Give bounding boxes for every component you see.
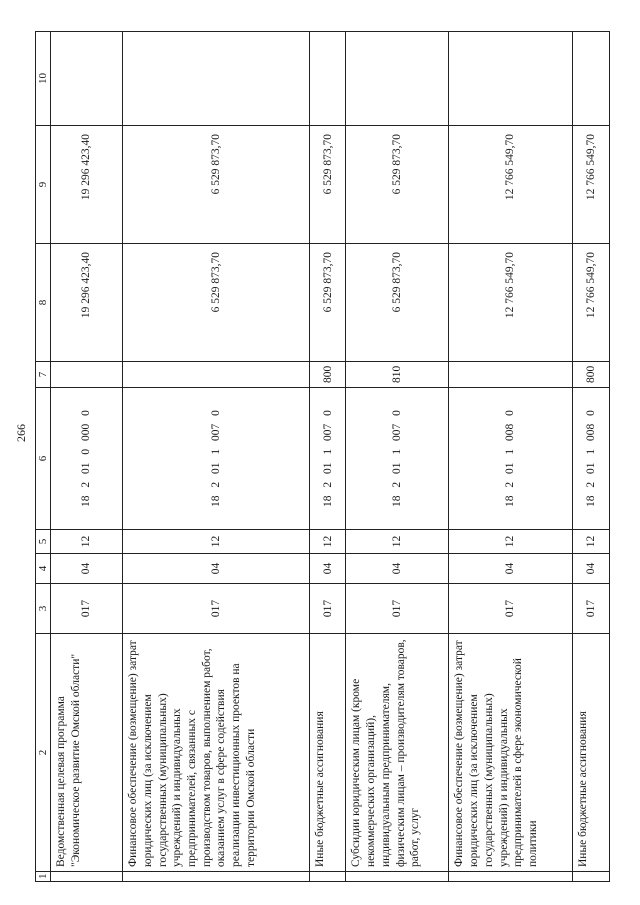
cell-code-3: 017 <box>123 584 310 634</box>
cell-expense-type: 800 <box>572 362 609 388</box>
cell-col-1 <box>346 872 449 882</box>
cell-col-10 <box>572 32 609 126</box>
cell-code-4: 04 <box>310 554 346 584</box>
cell-col-1 <box>123 872 310 882</box>
cell-amount-8: 12 766 549,70 <box>572 244 609 362</box>
cell-code-4: 04 <box>449 554 573 584</box>
rotated-page <box>35 32 610 882</box>
cell-code-5: 12 <box>51 530 123 554</box>
header-col-2: 2 <box>36 634 51 872</box>
cell-description: Финансовое обеспечение (возмещение) затрат юридических лиц (за исключением государственных (муниципальных) учреждений) и индивидуальных предпринимателей в сфере экономической политики <box>449 634 573 872</box>
cell-amount-9: 19 296 423,40 <box>51 126 123 244</box>
header-col-6: 6 <box>36 388 51 530</box>
cell-col-10 <box>346 32 449 126</box>
cell-description: Иные бюджетные ассигнования <box>310 634 346 872</box>
cell-amount-8: 19 296 423,40 <box>51 244 123 362</box>
cell-code-3: 017 <box>346 584 449 634</box>
cell-col-1 <box>449 872 573 882</box>
cell-code-4: 04 <box>51 554 123 584</box>
table-row <box>346 32 449 882</box>
cell-amount-9: 12 766 549,70 <box>572 126 609 244</box>
cell-description: Ведомственная целевая программа "Экономическое развитие Омской области" <box>51 634 123 872</box>
cell-description: Субсидии юридическим лицам (кроме некоммерческих организаций), индивидуальным предпринимателям, физическим лицам – производителям товаров, работ, услуг <box>346 634 449 872</box>
cell-code-3: 017 <box>51 584 123 634</box>
cell-code-3: 017 <box>572 584 609 634</box>
header-row <box>36 32 51 882</box>
cell-expense-type <box>123 362 310 388</box>
cell-amount-9: 6 529 873,70 <box>123 126 310 244</box>
table-row <box>123 32 310 882</box>
cell-code-5: 12 <box>123 530 310 554</box>
cell-code-3: 017 <box>449 584 573 634</box>
header-col-7: 7 <box>36 362 51 388</box>
cell-target-code: 18 2 01 1 007 0 <box>310 388 346 530</box>
cell-col-10 <box>310 32 346 126</box>
cell-amount-9: 12 766 549,70 <box>449 126 573 244</box>
header-col-9: 9 <box>36 126 51 244</box>
table-row <box>51 32 123 882</box>
header-col-4: 4 <box>36 554 51 584</box>
header-col-10: 10 <box>36 32 51 126</box>
table-row <box>449 32 573 882</box>
cell-expense-type <box>449 362 573 388</box>
cell-expense-type: 800 <box>310 362 346 388</box>
cell-amount-9: 6 529 873,70 <box>310 126 346 244</box>
cell-description: Иные бюджетные ассигнования <box>572 634 609 872</box>
header-col-8: 8 <box>36 244 51 362</box>
cell-col-1 <box>51 872 123 882</box>
cell-code-3: 017 <box>310 584 346 634</box>
cell-target-code: 18 2 01 1 008 0 <box>449 388 573 530</box>
cell-target-code: 18 2 01 1 007 0 <box>123 388 310 530</box>
cell-code-5: 12 <box>449 530 573 554</box>
page-number: 266 <box>14 424 28 442</box>
cell-expense-type <box>51 362 123 388</box>
cell-col-1 <box>572 872 609 882</box>
cell-code-5: 12 <box>346 530 449 554</box>
cell-col-10 <box>51 32 123 126</box>
header-col-3: 3 <box>36 584 51 634</box>
cell-col-10 <box>123 32 310 126</box>
cell-amount-8: 6 529 873,70 <box>346 244 449 362</box>
cell-code-5: 12 <box>572 530 609 554</box>
cell-amount-8: 6 529 873,70 <box>123 244 310 362</box>
cell-col-1 <box>310 872 346 882</box>
cell-code-4: 04 <box>572 554 609 584</box>
cell-code-4: 04 <box>123 554 310 584</box>
table-row <box>310 32 346 882</box>
cell-amount-9: 6 529 873,70 <box>346 126 449 244</box>
cell-target-code: 18 2 01 0 000 0 <box>51 388 123 530</box>
cell-target-code: 18 2 01 1 008 0 <box>572 388 609 530</box>
cell-code-5: 12 <box>310 530 346 554</box>
table-row <box>572 32 609 882</box>
cell-description: Финансовое обеспечение (возмещение) затрат юридических лиц (за исключением государственных (муниципальных) учреждений) и индивидуальных предпринимателей, связанных с производством товаров, выполнением работ, оказанием услуг в сфере содействия реализации инвестиционных проектов на территории Омской области <box>123 634 310 872</box>
cell-amount-8: 12 766 549,70 <box>449 244 573 362</box>
cell-target-code: 18 2 01 1 007 0 <box>346 388 449 530</box>
cell-expense-type: 810 <box>346 362 449 388</box>
budget-table <box>35 31 610 882</box>
header-col-1: 1 <box>36 872 51 882</box>
cell-col-10 <box>449 32 573 126</box>
header-col-5: 5 <box>36 530 51 554</box>
cell-code-4: 04 <box>346 554 449 584</box>
cell-amount-8: 6 529 873,70 <box>310 244 346 362</box>
